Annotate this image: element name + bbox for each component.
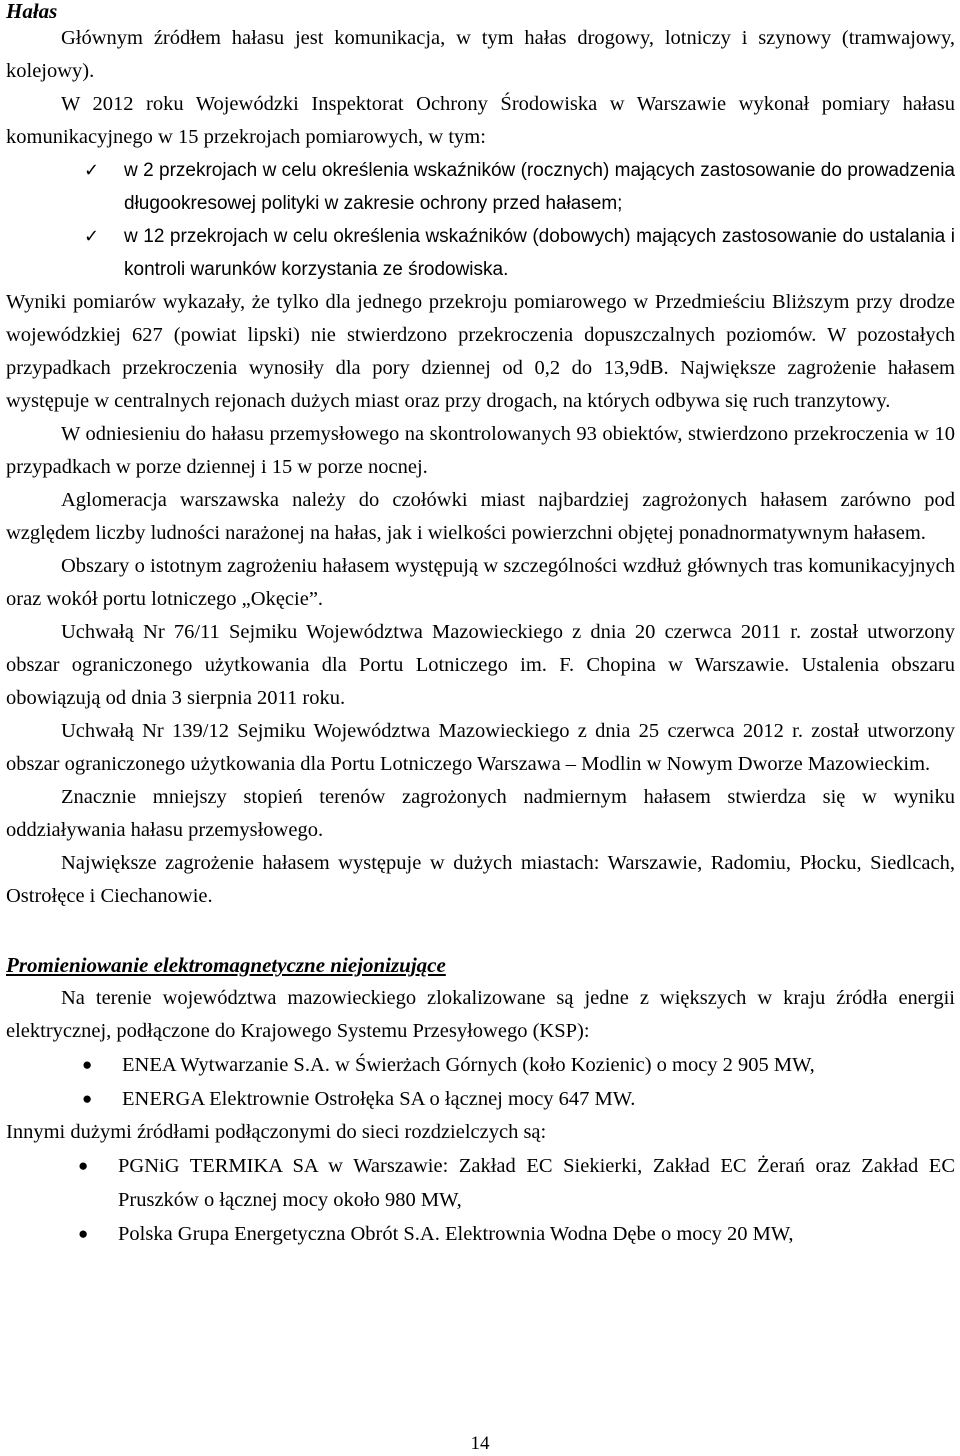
list-item (6, 1149, 955, 1217)
section-heading-em-radiation: Promieniowanie elektromagnetyczne niejonizujące (6, 953, 446, 977)
checkmark-list (6, 154, 955, 286)
list-item (6, 1048, 955, 1082)
bullet-dot-icon: ● (78, 1156, 89, 1175)
page-number: 14 (470, 1433, 490, 1454)
paragraph-agglomeration: Aglomeracja warszawska należy do czołówki miast najbardziej zagrożonych hałasem zarówno pod względem liczby ludności narażonej na hałas, jak i wielkości powierzchni objętej ponadnormatywnym hałasem. (6, 489, 955, 544)
checkmark-icon: ✓ (84, 226, 100, 247)
paragraph-noise-sources: Głównym źródłem hałasu jest komunikacja, w tym hałas drogowy, lotniczy i szynowy (tramwajowy, kolejowy). (6, 27, 955, 82)
bullet-dot-icon: ● (82, 1055, 93, 1074)
document-page (6, 0, 955, 1251)
section-heading-noise: Hałas (6, 0, 58, 23)
list-item-text: PGNiG TERMIKA SA w Warszawie: Zakład EC Siekierki, Zakład EC Żerań oraz Zakład EC Pruszków o łącznej mocy około 980 MW, (118, 1155, 955, 1211)
list-item (6, 1217, 955, 1251)
list-item-text: w 2 przekrojach w celu określenia wskaźników (rocznych) mających zastosowanie do prowadzenia długookresowej polityki w zakresie ochrony przed hałasem; (124, 160, 955, 214)
list-item-text: Polska Grupa Energetyczna Obrót S.A. Elektrownia Wodna Dębe o mocy 20 MW, (118, 1223, 794, 1245)
paragraph-resolution-139-12: Uchwałą Nr 139/12 Sejmiku Województwa Mazowieckiego z dnia 25 czerwca 2012 r. został utworzony obszar ograniczonego użytkowania dla Portu Lotniczego Warszawa – Modlin w Nowym Dworze Mazowieckim. (6, 720, 955, 775)
paragraph-industrial-noise: W odniesieniu do hałasu przemysłowego na skontrolowanych 93 obiektów, stwierdzono przekroczenia w 10 przypadkach w porze dziennej i 15 w porze nocnej. (6, 423, 955, 478)
list-item-text: ENERGA Elektrownie Ostrołęka SA o łącznej mocy 647 MW. (122, 1088, 636, 1110)
list-item (6, 220, 955, 286)
paragraph-other-sources: Innymi dużymi źródłami podłączonymi do sieci rozdzielczych są: (6, 1121, 547, 1143)
list-item (6, 1082, 955, 1116)
paragraph-results: Wyniki pomiarów wykazały, że tylko dla jednego przekroju pomiarowego w Przedmieściu Bliższym przy drodze wojewódzkiej 627 (powiat lipski) nie stwierdzono przekroczenia dopuszczalnych poziomów. W pozostałych przypadkach przekroczenia wynosiły dla pory dziennej od 0,2 do 13,9dB. Największe zagrożenie hałasem występuje w centralnych rejonach dużych miast oraz przy drogach, na których odbywa się ruch tranzytowy. (6, 291, 955, 412)
paragraph-measurements: W 2012 roku Wojewódzki Inspektorat Ochrony Środowiska w Warszawie wykonał pomiary hałasu komunikacyjnego w 15 przekrojach pomiarowych, w tym: (6, 93, 955, 148)
spacer (6, 913, 955, 949)
bullet-list-other (6, 1149, 955, 1251)
list-item (6, 154, 955, 220)
bullet-list-ksp (6, 1048, 955, 1116)
bullet-dot-icon: ● (78, 1224, 89, 1243)
list-item-text: ENEA Wytwarzanie S.A. w Świerżach Górnych (koło Kozienic) o mocy 2 905 MW, (122, 1054, 815, 1076)
checkmark-icon: ✓ (84, 160, 100, 181)
paragraph-threat-areas: Obszary o istotnym zagrożeniu hałasem występują w szczególności wzdłuż głównych tras komunikacyjnych oraz wokół portu lotniczego „Okęcie”. (6, 555, 955, 610)
paragraph-resolution-76-11: Uchwałą Nr 76/11 Sejmiku Województwa Mazowieckiego z dnia 20 czerwca 2011 r. został utworzony obszar ograniczonego użytkowania dla Portu Lotniczego im. F. Chopina w Warszawie. Ustalenia obszaru obowiązują od dnia 3 sierpnia 2011 roku. (6, 621, 955, 709)
paragraph-industrial-threat: Znacznie mniejszy stopień terenów zagrożonych nadmiernym hałasem stwierdza się w wyniku oddziaływania hałasu przemysłowego. (6, 786, 955, 841)
bullet-dot-icon: ● (82, 1089, 93, 1108)
list-item-text: w 12 przekrojach w celu określenia wskaźników (dobowych) mających zastosowanie do ustalania i kontroli warunków korzystania ze środowiska. (124, 226, 955, 280)
paragraph-largest-threat: Największe zagrożenie hałasem występuje w dużych miastach: Warszawie, Radomiu, Płocku, Siedlcach, Ostrołęce i Ciechanowie. (6, 852, 955, 907)
paragraph-energy-sources: Na terenie województwa mazowieckiego zlokalizowane są jedne z większych w kraju źródła energii elektrycznej, podłączone do Krajowego Systemu Przesyłowego (KSP): (6, 987, 955, 1042)
